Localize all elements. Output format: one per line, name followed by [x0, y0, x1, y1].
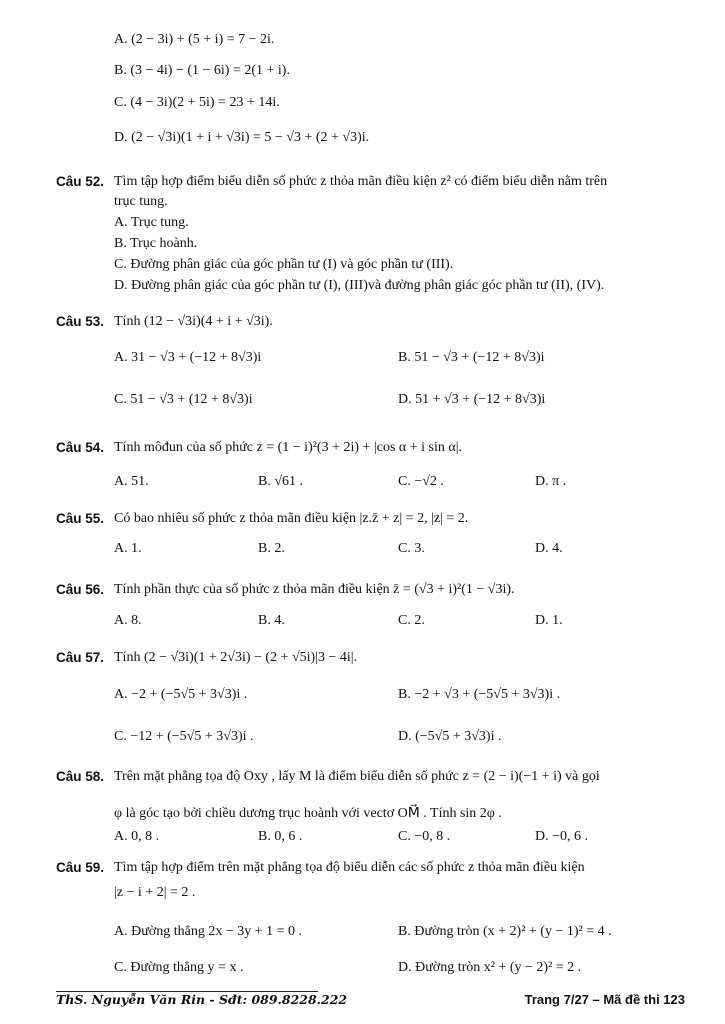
- option-c: C. 51 − √3 + (12 + 8√3)i: [114, 392, 253, 407]
- option-c: C. (4 − 3i)(2 + 5i) = 23 + 14i.: [114, 95, 280, 110]
- question-label: Câu 56.: [56, 582, 105, 597]
- option-b: B. Đường tròn (x + 2)² + (y − 1)² = 4 .: [398, 924, 612, 939]
- question-label: Câu 59.: [56, 860, 105, 875]
- option-c: C. −√2 .: [398, 474, 444, 489]
- option-a: A. 0, 8 .: [114, 829, 160, 844]
- option-b: B. 51 − √3 + (−12 + 8√3)i: [398, 350, 545, 365]
- question-text: φ là góc tạo bởi chiều dương trục hoành với vectơ OM⃗ . Tính sin 2φ .: [114, 806, 502, 821]
- option-a: A. 1.: [114, 541, 142, 556]
- question-label: Câu 52.: [56, 174, 105, 189]
- footer-page-info: Trang 7/27 – Mã đề thi 123: [524, 992, 685, 1007]
- option-b: B. (3 − 4i) − (1 − 6i) = 2(1 + i).: [114, 63, 290, 78]
- option-b: B. −2 + √3 + (−5√5 + 3√3)i .: [398, 687, 561, 702]
- option-a: A. 31 − √3 + (−12 + 8√3)i: [114, 350, 262, 365]
- option-d: D. −0, 6 .: [535, 829, 589, 844]
- question-text: Tính phần thực của số phức z thỏa mãn điều kiện z̄ = (√3 + i)²(1 − √3i).: [114, 582, 515, 597]
- question-label: Câu 55.: [56, 511, 105, 526]
- option-a: A. (2 − 3i) + (5 + i) = 7 − 2i.: [114, 32, 275, 47]
- option-b: B. 4.: [258, 613, 285, 628]
- option-d: D. Đường phân giác của góc phần tư (I), (III)và đường phân giác góc phần tư (II), (IV).: [114, 278, 605, 293]
- option-a: A. 51.: [114, 474, 149, 489]
- option-c: C. −12 + (−5√5 + 3√3)i .: [114, 729, 254, 744]
- question-text: Có bao nhiêu số phức z thỏa mãn điều kiện |z.z̄ + z| = 2, |z| = 2.: [114, 511, 469, 526]
- option-d: D. π .: [535, 474, 567, 489]
- question-text: Tìm tập hợp điểm trên mặt phẳng tọa độ biểu diễn các số phức z thỏa mãn điều kiện: [114, 860, 585, 875]
- option-a: A. Đường thẳng 2x − 3y + 1 = 0 .: [114, 924, 303, 939]
- question-label: Câu 54.: [56, 440, 105, 455]
- question-text: trục tung.: [114, 194, 168, 209]
- question-text: Tính (2 − √3i)(1 + 2√3i) − (2 + √5i)|3 − 4i|.: [114, 650, 358, 665]
- option-b: B. Trục hoành.: [114, 236, 198, 251]
- option-d: D. (−5√5 + 3√3)i .: [398, 729, 502, 744]
- question-label: Câu 57.: [56, 650, 105, 665]
- option-a: A. 8.: [114, 613, 142, 628]
- option-d: D. 1.: [535, 613, 563, 628]
- option-c: C. −0, 8 .: [398, 829, 451, 844]
- option-c: C. 2.: [398, 613, 425, 628]
- question-label: Câu 58.: [56, 769, 105, 784]
- option-d: D. 51 + √3 + (−12 + 8√3)i: [398, 392, 546, 407]
- option-d: D. 4.: [535, 541, 563, 556]
- option-d: D. (2 − √3i)(1 + i + √3i) = 5 − √3 + (2 + √3)i.: [114, 130, 370, 145]
- question-text: |z − i + 2| = 2 .: [114, 885, 196, 900]
- option-b: B. √61 .: [258, 474, 304, 489]
- option-a: A. Trục tung.: [114, 215, 189, 230]
- option-b: B. 0, 6 .: [258, 829, 303, 844]
- question-label: Câu 53.: [56, 314, 105, 329]
- question-text: Tính môđun của số phức z = (1 − i)²(3 + 2i) + |cos α + i sin α|.: [114, 440, 462, 455]
- footer-author: ThS. Nguyễn Văn Rin - Sđt: 089.8228.222: [56, 992, 348, 1007]
- option-c: C. Đường phân giác của góc phần tư (I) và góc phần tư (III).: [114, 257, 454, 272]
- question-text: Trên mặt phẳng tọa độ Oxy , lấy M là điểm biểu diễn số phức z = (2 − i)(−1 + i) và gọi: [114, 769, 600, 784]
- option-c: C. Đường thẳng y = x .: [114, 960, 244, 975]
- option-a: A. −2 + (−5√5 + 3√3)i .: [114, 687, 248, 702]
- option-b: B. 2.: [258, 541, 285, 556]
- option-d: D. Đường tròn x² + (y − 2)² = 2 .: [398, 960, 582, 975]
- question-text: Tìm tập hợp điểm biểu diễn số phức z thỏa mãn điều kiện z² có điểm biểu diễn nằm trên: [114, 174, 608, 189]
- question-text: Tính (12 − √3i)(4 + i + √3i).: [114, 314, 273, 329]
- option-c: C. 3.: [398, 541, 425, 556]
